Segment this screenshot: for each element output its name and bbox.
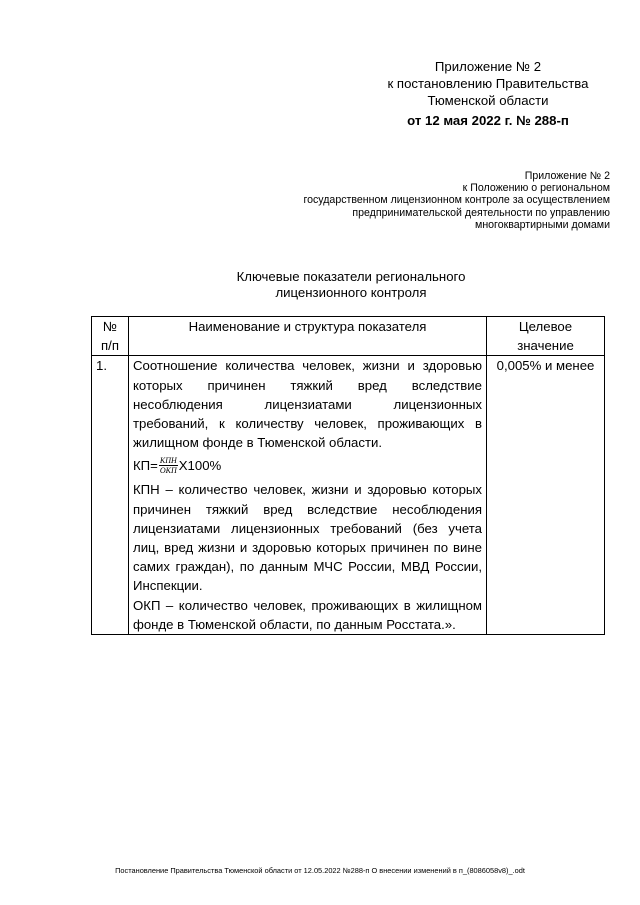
- document-title-line-1: Ключевые показатели регионального: [236, 269, 466, 284]
- document-title: [150, 269, 552, 301]
- formula-numerator: КПН: [159, 455, 177, 465]
- formula-denominator: ОКП: [159, 465, 177, 475]
- header-name: Наименование и структура показателя: [129, 317, 487, 356]
- document-footer: Постановление Правительства Тюменской области от 12.05.2022 №288-п О внесении изменений в п_(80860​58v8)_.odt: [115, 866, 525, 875]
- appendix-main-date: от 12 мая 2022 г. № 288-п: [407, 113, 569, 128]
- row-number: 1.: [92, 356, 129, 635]
- indicator-formula: [133, 453, 482, 477]
- table-row: [92, 356, 605, 635]
- document-title-line-2: лицензионного контроля: [275, 285, 427, 300]
- appendix-sub-number: Приложение № 2: [524, 170, 610, 182]
- indicator-intro: Соотношение количества человек, жизни и здоровью которых причинен тяжкий вред вследствие несоблюдения лицензиатами лицензионных требований, к количеству человек, проживающих в жилищном фонде в Тюменской области.: [133, 358, 482, 451]
- appendix-main-number: Приложение № 2: [434, 59, 542, 74]
- appendix-sub-line-2: к Положению о региональном: [462, 182, 610, 195]
- appendix-sub-line-5: многоквартирными домами: [475, 218, 610, 231]
- definition-kpn: КПН – количество человек, жизни и здоровью которых причинен тяжкий вред вследствие несоблюдения лицензиатами лицензионных требований (без учета лиц, вред жизни и здоровью которых причинен по вине самих граждан), по данным МЧС России, МВД России, Инспекции.: [133, 482, 482, 594]
- formula-suffix: Х100%: [178, 457, 222, 473]
- table-header-row: [92, 317, 605, 356]
- appendix-main-reference: к постановлению Правительства: [387, 76, 589, 91]
- row-description: [129, 356, 487, 635]
- formula-fraction: [159, 456, 178, 475]
- appendix-sub-header: [303, 170, 610, 231]
- header-number: № п/п: [92, 317, 129, 356]
- appendix-main-header: [358, 58, 618, 129]
- row-target-value: 0,005% и менее: [487, 356, 605, 635]
- appendix-sub-line-3: государственном лицензионном контроле за осуществлением: [303, 194, 610, 207]
- indicators-table: [91, 316, 605, 635]
- appendix-main-region: Тюменской области: [427, 93, 549, 108]
- header-target: Целевое значение: [487, 317, 605, 356]
- appendix-sub-line-4: предпринимательской деятельности по управлению: [352, 206, 610, 219]
- formula-prefix: КП=: [133, 457, 158, 473]
- definition-okp: ОКП – количество человек, проживающих в жилищном фонде в Тюменской области, по данным Росстата.».: [133, 597, 482, 632]
